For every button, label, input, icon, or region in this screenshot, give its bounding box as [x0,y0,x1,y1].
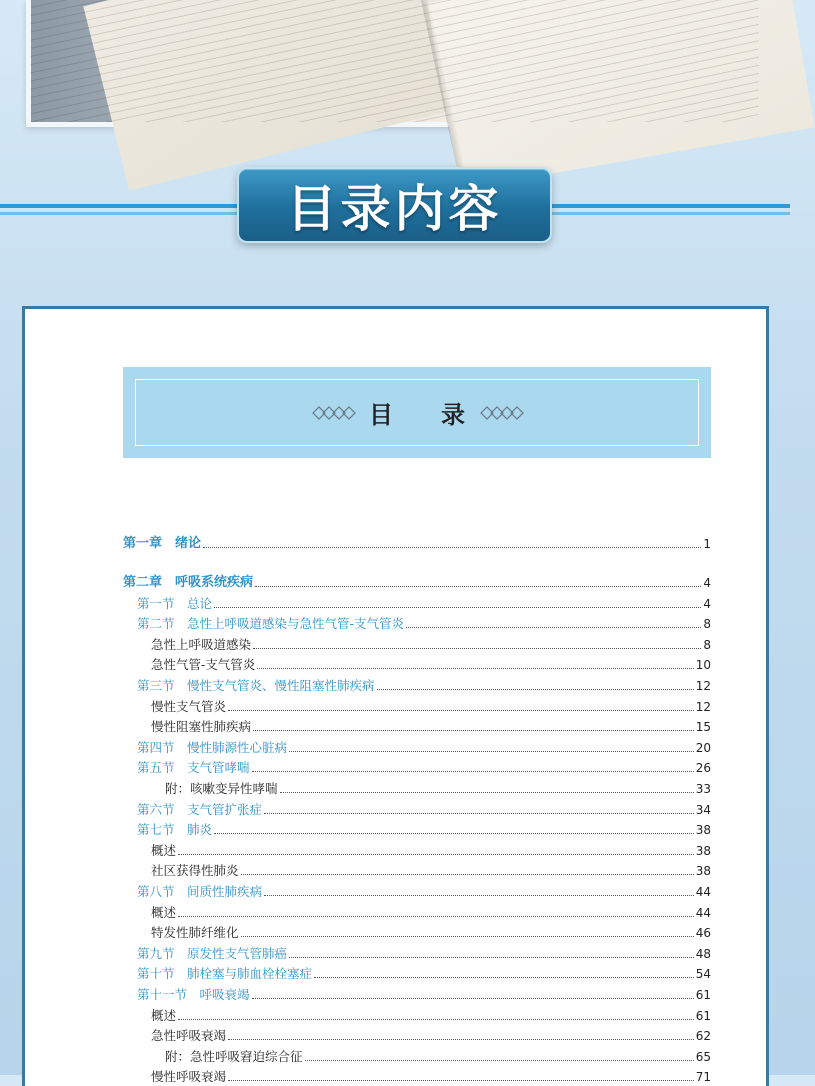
toc-entry-label: 第一章 绪论 [123,536,202,551]
toc-entry-page: 38 [695,864,711,879]
toc-entry-section[interactable] [123,757,711,775]
toc-entry-label: 第十节 肺栓塞与肺血栓栓塞症 [137,966,313,982]
toc-header-frame [135,379,699,446]
toc-title [297,395,537,430]
toc-entry-page: 65 [695,1049,711,1064]
toc-entry-sub[interactable] [123,840,711,858]
toc-entry-label: 特发性肺纤维化 [151,925,239,941]
toc-entry-label: 第五节 支气管哮喘 [137,760,250,776]
toc-entry-page: 15 [695,720,711,735]
toc-entry-section[interactable] [123,881,711,899]
toc-entry-page: 1 [703,537,711,551]
toc-entry-label: 概述 [151,904,177,920]
leader-dots [178,1019,694,1020]
toc-entry-section[interactable] [123,984,711,1002]
leader-dots [289,751,694,752]
toc-entry-page: 34 [695,802,711,817]
toc-entry-page: 38 [695,843,711,858]
ornament-right-icon [479,405,523,421]
leader-dots [406,627,701,628]
toc-title-left: 目 [369,400,393,429]
toc-entry-label: 急性上呼吸道感染 [151,636,252,652]
toc-entry-sub[interactable] [123,654,711,672]
toc-entry-label: 慢性阻塞性肺疾病 [151,719,252,735]
toc-entry-section[interactable] [123,963,711,981]
leader-dots [289,957,694,958]
leader-dots [252,998,694,999]
toc-entry-label: 概述 [151,1007,177,1023]
leader-dots [203,547,701,548]
book-text-lines [31,0,759,122]
leader-dots [377,689,694,690]
section-banner [237,167,552,243]
toc-entry-page: 4 [703,596,711,611]
toc-entry-label: 第九节 原发性支气管肺癌 [137,945,288,961]
toc-entry-page: 71 [695,1070,711,1085]
leader-dots [253,648,701,649]
toc-entry-label: 第六节 支气管扩张症 [137,801,263,817]
toc-entry-page: 62 [695,1029,711,1044]
toc-entry-page: 4 [703,576,711,590]
toc-entry-label: 第七节 肺炎 [137,822,213,838]
leader-dots [252,771,694,772]
toc-entry-page: 12 [695,699,711,714]
toc-header [123,367,711,458]
toc-entry-page: 8 [703,617,711,632]
toc-entry-sub[interactable] [123,696,711,714]
toc-entry-label: 急性气管-支气管炎 [151,657,256,673]
leader-dots [228,710,694,711]
toc-entry-section[interactable] [123,799,711,817]
toc-entry-label: 第二节 急性上呼吸道感染与急性气管-支气管炎 [137,616,405,632]
toc-entry-page: 26 [695,761,711,776]
leader-dots [305,1060,694,1061]
toc-entry-label: 第二章 呼吸系统疾病 [123,575,254,590]
leader-dots [228,1039,694,1040]
toc-entry-page: 46 [695,926,711,941]
leader-dots [178,854,694,855]
toc-entry-section[interactable] [123,675,711,693]
leader-dots [228,1080,694,1081]
toc-entry-label: 慢性支气管炎 [151,698,227,714]
toc-entry-section[interactable] [123,819,711,837]
toc-page [22,306,769,1086]
toc-entry-label: 概述 [151,842,177,858]
toc-entry-sub[interactable] [123,860,711,878]
toc-entry-chapter[interactable] [123,533,711,551]
leader-dots [264,895,694,896]
toc-entry-page: 61 [695,988,711,1002]
toc-entry-chapter[interactable] [123,572,711,590]
toc-entry-section[interactable] [123,613,711,631]
toc-entry-page: 54 [695,967,711,982]
leader-dots [241,936,694,937]
toc-entry-sub[interactable] [123,902,711,920]
ornament-left-icon [311,405,355,421]
toc-entry-section[interactable] [123,943,711,961]
open-book-photo [31,0,759,122]
toc-entry-section[interactable] [123,593,711,611]
toc-entry-page: 44 [695,885,711,899]
toc-entry-label: 第十一节 呼吸衰竭 [137,987,250,1002]
leader-dots [214,833,694,834]
toc-entry-page: 61 [695,1008,711,1023]
toc-title-right: 录 [441,400,465,429]
toc-entry-page: 20 [695,740,711,755]
leader-dots [241,874,694,875]
leader-dots [253,730,694,731]
toc-entry-sub[interactable] [123,1005,711,1023]
toc-entry-page: 48 [695,946,711,961]
toc-entry-label: 附：急性呼吸窘迫综合征 [165,1048,303,1064]
toc-entry-label: 附：咳嗽变异性哮喘 [165,781,278,796]
leader-dots [255,586,701,587]
toc-entry-page: 10 [695,658,711,673]
toc-entry-label: 急性呼吸衰竭 [151,1028,227,1044]
toc-entry-attach[interactable] [123,1046,711,1064]
toc-entry-label: 慢性呼吸衰竭 [151,1069,227,1085]
leader-dots [264,813,694,814]
toc-entry-page: 33 [695,782,711,796]
toc-entry-page: 44 [695,905,711,920]
toc-entry-page: 12 [695,679,711,693]
leader-dots [280,792,694,793]
banner-title: 目录内容 [286,180,503,238]
toc-entry-sub[interactable] [123,922,711,940]
leader-dots [214,607,701,608]
toc-entry-label: 第八节 间质性肺疾病 [137,884,263,899]
toc-entry-page: 8 [703,637,711,652]
toc-entry-sub[interactable] [123,634,711,652]
toc-entry-sub[interactable] [123,716,711,734]
toc-entry-page: 38 [695,823,711,838]
toc-entry-label: 第三节 慢性支气管炎、慢性阻塞性肺疾病 [137,678,375,693]
leader-dots [257,668,693,669]
toc-entry-label: 第四节 慢性肺源性心脏病 [137,739,288,755]
leader-dots [314,977,694,978]
toc-entry-section[interactable] [123,737,711,755]
leader-dots [178,916,694,917]
toc-entry-attach[interactable] [123,778,711,796]
toc-entry-sub[interactable] [123,1066,711,1084]
toc-entry-label: 第一节 总论 [137,595,213,611]
toc-entry-sub[interactable] [123,1025,711,1043]
toc-entry-label: 社区获得性肺炎 [151,863,239,879]
book-photo-frame [26,0,764,127]
